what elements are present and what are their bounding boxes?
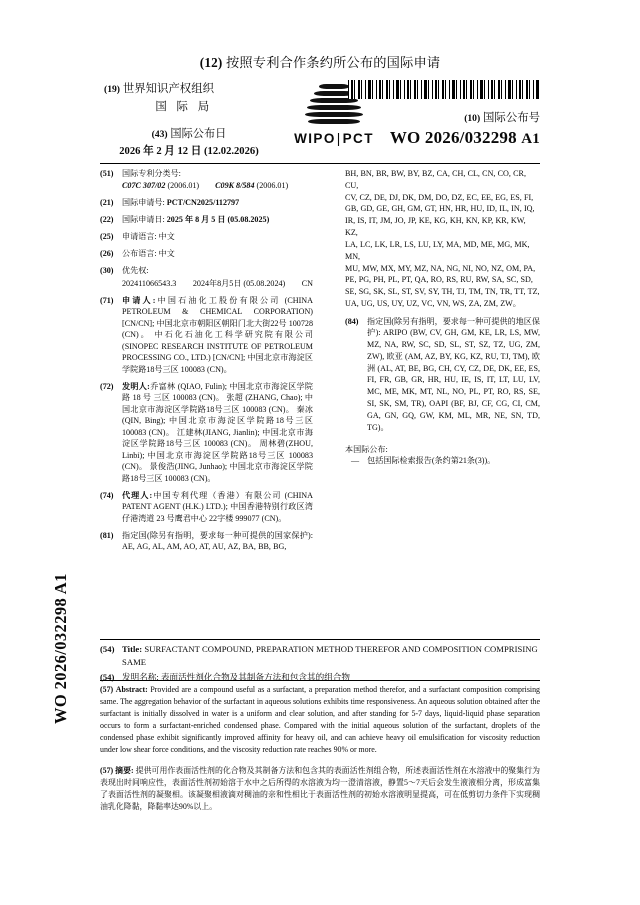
abstract-chinese [100,765,540,813]
field-application-number-code: (21) [100,198,114,208]
field-publication-language-label: 公布语言: [122,249,157,259]
abstract-chinese-code: (57) [100,766,114,776]
publication-number-code: (10) [464,113,481,124]
abstract-english-value: Provided are a compound useful as a surfactant, a preparation method therefor, and a surfactant composition comprising same. The aggregation behavior of the surfactant in aqueous solutions exhibits time responsiveness. An aqueous solution obtained after the surfactant is initially dissolved in water is a uniform and clear solution, and after standing for 5-7 days, liquid-liquid phase separation occurs to form a surfactant-enriched condensed phase. Compared with the initial aqueous solution of the surfactant, droplets of the condensed phase exhibit significantly improved affinity for heavy oil, and can achieve heavy oil emulsification for viscosity reduction under low shear force conditions, and the viscosity reduction rate reaches 90% or more. [100,685,540,755]
field-application-number [100,197,313,208]
field-inventors-value: 乔富林 (QIAO, Fulin); 中国北京市海淀区学院路 18 号 三区 100083 (CN)。 张超 (ZHANG, Chao); 中国北京市海淀区学院路18号三区 100083 (CN)。 秦冰(QIN, Bing); 中国北京市海淀区学院路18号三区 100083 (CN)。 江建林(JIANG, Jianlin); 中国北京市海淀区学院路18号三区 100083 (CN)。 周林碧(ZHOU, Linbi); 中国北京市海淀区学院路18号三区 100083 (CN)。 景俊浩(JING, Junhao); 中国北京市海淀区学院路18号三区 100083 (CN)。 [122,381,313,483]
wipo-word: WIPO [294,131,336,146]
title-english-code: (54) [100,644,115,654]
priority-country: CN [301,278,313,288]
title-chinese-label: 发明名称: [122,671,159,682]
publication-number-value [348,128,540,148]
field-filing-language [100,231,313,242]
field-regional-protection-code: (84) [345,316,359,326]
title-chinese-code: (54) [100,671,115,682]
publication-number-line [348,109,540,125]
field-agent [100,490,313,524]
publication-number-block [348,80,540,148]
field-inventors-code: (72) [100,381,114,391]
barcode-image [348,80,540,99]
abstract-english-code: (57) [100,685,114,694]
ipc-symbol-1-text: C07C 307/02 [122,181,166,191]
pct-statement [100,52,540,71]
title-english [100,643,540,669]
field-agent-value: 中国专利代理（香港）有限公司 (CHINA PATENT AGENT (H.K.) LTD.); 中国香港特别行政区湾仔港湾道 23 号鹰君中心 22字楼 999077 (CN)。 [122,490,313,523]
abstract-chinese-value: 提供可用作表面活性剂的化合物及其制备方法和包含其的表面活性剂组合物，所述表面活性剂在水溶液中的聚集行为表现出时间响应性，表面活性剂初始溶于水中之后所得的水溶液为均一澄清溶液，静置5～7天后会发生液液相分离，形成富集了表面活性剂的凝聚相。该凝聚相液滴对稠油的亲和性相比于表面活性剂的初始水溶液明显提高，可在低剪切力条件下实现稠油乳化降黏，降黏率达90%以上。 [100,766,540,812]
field-designated-states [100,530,313,553]
designated-states-continued [345,168,540,310]
abstract-block [100,684,540,822]
field-designated-states-code: (81) [100,530,114,540]
publication-notes-text: 包括国际检索报告(条约第21条(3))。 [367,456,496,466]
field-ipc [100,168,313,192]
field-applicants-code: (71) [100,295,114,305]
publication-date-code: (43) [151,129,168,140]
abstract-english [100,684,540,756]
wipo-separator: | [336,131,342,146]
priority-number: 202411066543.3 [122,278,177,288]
field-application-date-code: (22) [100,215,114,225]
international-bureau: 国 际 局 [155,101,213,113]
ipc-symbol-2 [215,180,288,191]
field-filing-language-label: 申请语言: [122,232,157,242]
field-publication-language-code: (26) [100,249,114,259]
organization-block [100,80,278,158]
field-applicants-value: 中国石油化工股份有限公司 (CHINA PETROLEUM & CHEMICAL CORPORATION) [CN/CN]; 中国北京市朝阳区朝阳门北大街22号 100728 (CN)。 中石化石油化工科学研究院有限公司 (SINOPEC RESEARCH INSTITUTE OF PETROLEUM PROCESSING CO., LTD.) [CN/CN]; 中国北京市海淀区学院路18号三区 100083 (CN)。 [122,295,313,374]
field-inventors [100,381,313,484]
field-inventors-label: 发明人: [122,381,150,391]
field-ipc-label: 国际专利分类号: [122,169,181,178]
field-publication-language-value: 中文 [158,249,175,259]
ipc-symbol-1 [122,180,199,191]
states-line: UA, UG, US, UY, UZ, VC, VN, WS, ZA, ZM, ZW。 [345,298,521,308]
field-application-date-value: 2025 年 8 月 5 日 (05.08.2025) [166,215,270,225]
states-line: SE, SG, SK, SL, ST, SV, SY, TH, TJ, TM, TN, TR, TT, TZ, [345,287,540,297]
pct-statement-code: (12) [199,55,223,70]
field-regional-protection-value: ARIPO (BW, CV, GH, GM, KE, LR, LS, MW, MZ, NA, RW, SC, SD, SL, ST, SZ, TZ, UG, ZM, ZW), 欧亚 (AM, AZ, BY, KG, KZ, RU, TJ, TM), 欧洲 (AL, AT, BE, BG, CH, CY, CZ, DE, DK, EE, ES, FI, FR, GB, GR, HR, HU, IE, IS, IT, LT, LU, LV, MC, ME, MK, MT, NL, NO, PL, PT, RO, RS, SE, SI, SK, SM, TR), OAPI (BF, BJ, CF, CG, CI, CM, GA, GN, GQ, GW, KM, ML, MR, NE, SN, TD, TG)。 [367,328,540,432]
field-regional-protection [345,316,540,434]
states-line: PE, PG, PH, PL, PT, QA, RO, RS, RU, RW, SA, SC, SD, [345,275,533,285]
dash-marker: — [351,456,360,466]
organization-code: (19) [104,84,120,95]
states-line: IR, IS, IT, JM, JO, JP, KE, KG, KH, KN, KP, KR, KW, KZ, [345,216,526,238]
field-application-number-value: PCT/CN2025/112797 [166,198,240,208]
abstract-chinese-label: 摘要: [115,766,134,776]
field-applicants [100,295,313,375]
field-application-date [100,214,313,225]
field-designated-states-value: AE, AG, AL, AM, AO, AT, AU, AZ, BA, BB, BG, [122,542,287,552]
field-designated-states-label: 指定国(除另有指明，要求每一种可提供的国家保护): [122,530,313,540]
organization-line [100,80,278,96]
publication-date-line [100,125,278,141]
publication-number-label: 国际公布号 [483,112,540,124]
field-regional-protection-label: 指定国(除另有指明，要求每一种可提供的地区保护): [367,316,540,338]
publication-date-value [100,143,278,158]
title-english-value: SURFACTANT COMPOUND, PREPARATION METHOD THEREFOR AND COMPOSITION COMPRISING SAME [122,644,538,667]
publication-date-label: 国际公布日 [170,128,227,140]
header-divider [100,163,540,164]
publication-kind-code: A1 [521,131,540,147]
pct-word: PCT [342,131,374,146]
field-agent-code: (74) [100,490,114,500]
field-priority-label: 优先权: [122,266,149,276]
publication-notes-label: 本国际公布: [345,444,388,454]
abstract-english-label: Abstract: [115,685,148,694]
bibliographic-right-column [345,168,540,467]
states-line: CV, CZ, DE, DJ, DK, DM, DO, DZ, EC, EE, EG, ES, FI, [345,192,534,202]
bibliographic-left-column [100,168,313,558]
field-priority-code: (30) [100,266,114,276]
publication-notes [345,444,540,467]
field-applicants-label: 申请人: [122,295,156,305]
states-line: BH, BN, BR, BW, BY, BZ, CA, CH, CL, CN, CO, CR, CU, [345,169,526,190]
ipc-symbol-2-text: C09K 8/584 [215,181,255,191]
title-english-label: Title: [122,644,143,654]
bibliographic-data [100,168,540,634]
field-filing-language-value: 中文 [158,232,175,242]
title-chinese-value: 表面活性剂化合物及其制备方法和包含其的组合物 [160,671,350,682]
title-divider-top [100,639,540,640]
priority-date: 2024年8月5日 (05.08.2024) [192,278,286,288]
publication-date-text: 2026 年 2 月 12 日 (12.02.2026) [119,146,259,157]
spine-publication-number: WO 2026/032298 A1 [51,573,70,724]
ipc-symbol-2-version: (2006.01) [256,181,289,191]
field-agent-label: 代理人: [122,490,153,500]
pct-statement-text: 按照专利合作条约所公布的国际申请 [226,55,441,70]
states-line: LA, LC, LK, LR, LS, LU, LY, MA, MD, ME, MG, MK, MN, [345,239,530,261]
organization-name: 世界知识产权组织 [122,83,214,95]
title-chinese [100,671,540,684]
field-publication-language [100,248,313,259]
document-header [100,52,540,164]
publication-number-text: WO 2026/032298 [389,128,517,147]
field-filing-language-code: (25) [100,232,114,242]
field-priority [100,265,313,289]
states-line: MU, MW, MX, MY, MZ, NA, NG, NI, NO, NZ, OM, PA, [345,263,536,273]
publication-notes-item [345,455,540,466]
states-line: GB, GD, GE, GH, GM, GT, HN, HR, HU, ID, IL, IN, IQ, [345,204,535,214]
field-application-number-label: 国际申请号: [122,198,165,208]
ipc-symbol-1-version: (2006.01) [167,181,200,191]
field-ipc-code: (51) [100,169,114,178]
abstract-divider [100,680,540,681]
field-application-date-label: 国际申请日: [122,215,165,225]
